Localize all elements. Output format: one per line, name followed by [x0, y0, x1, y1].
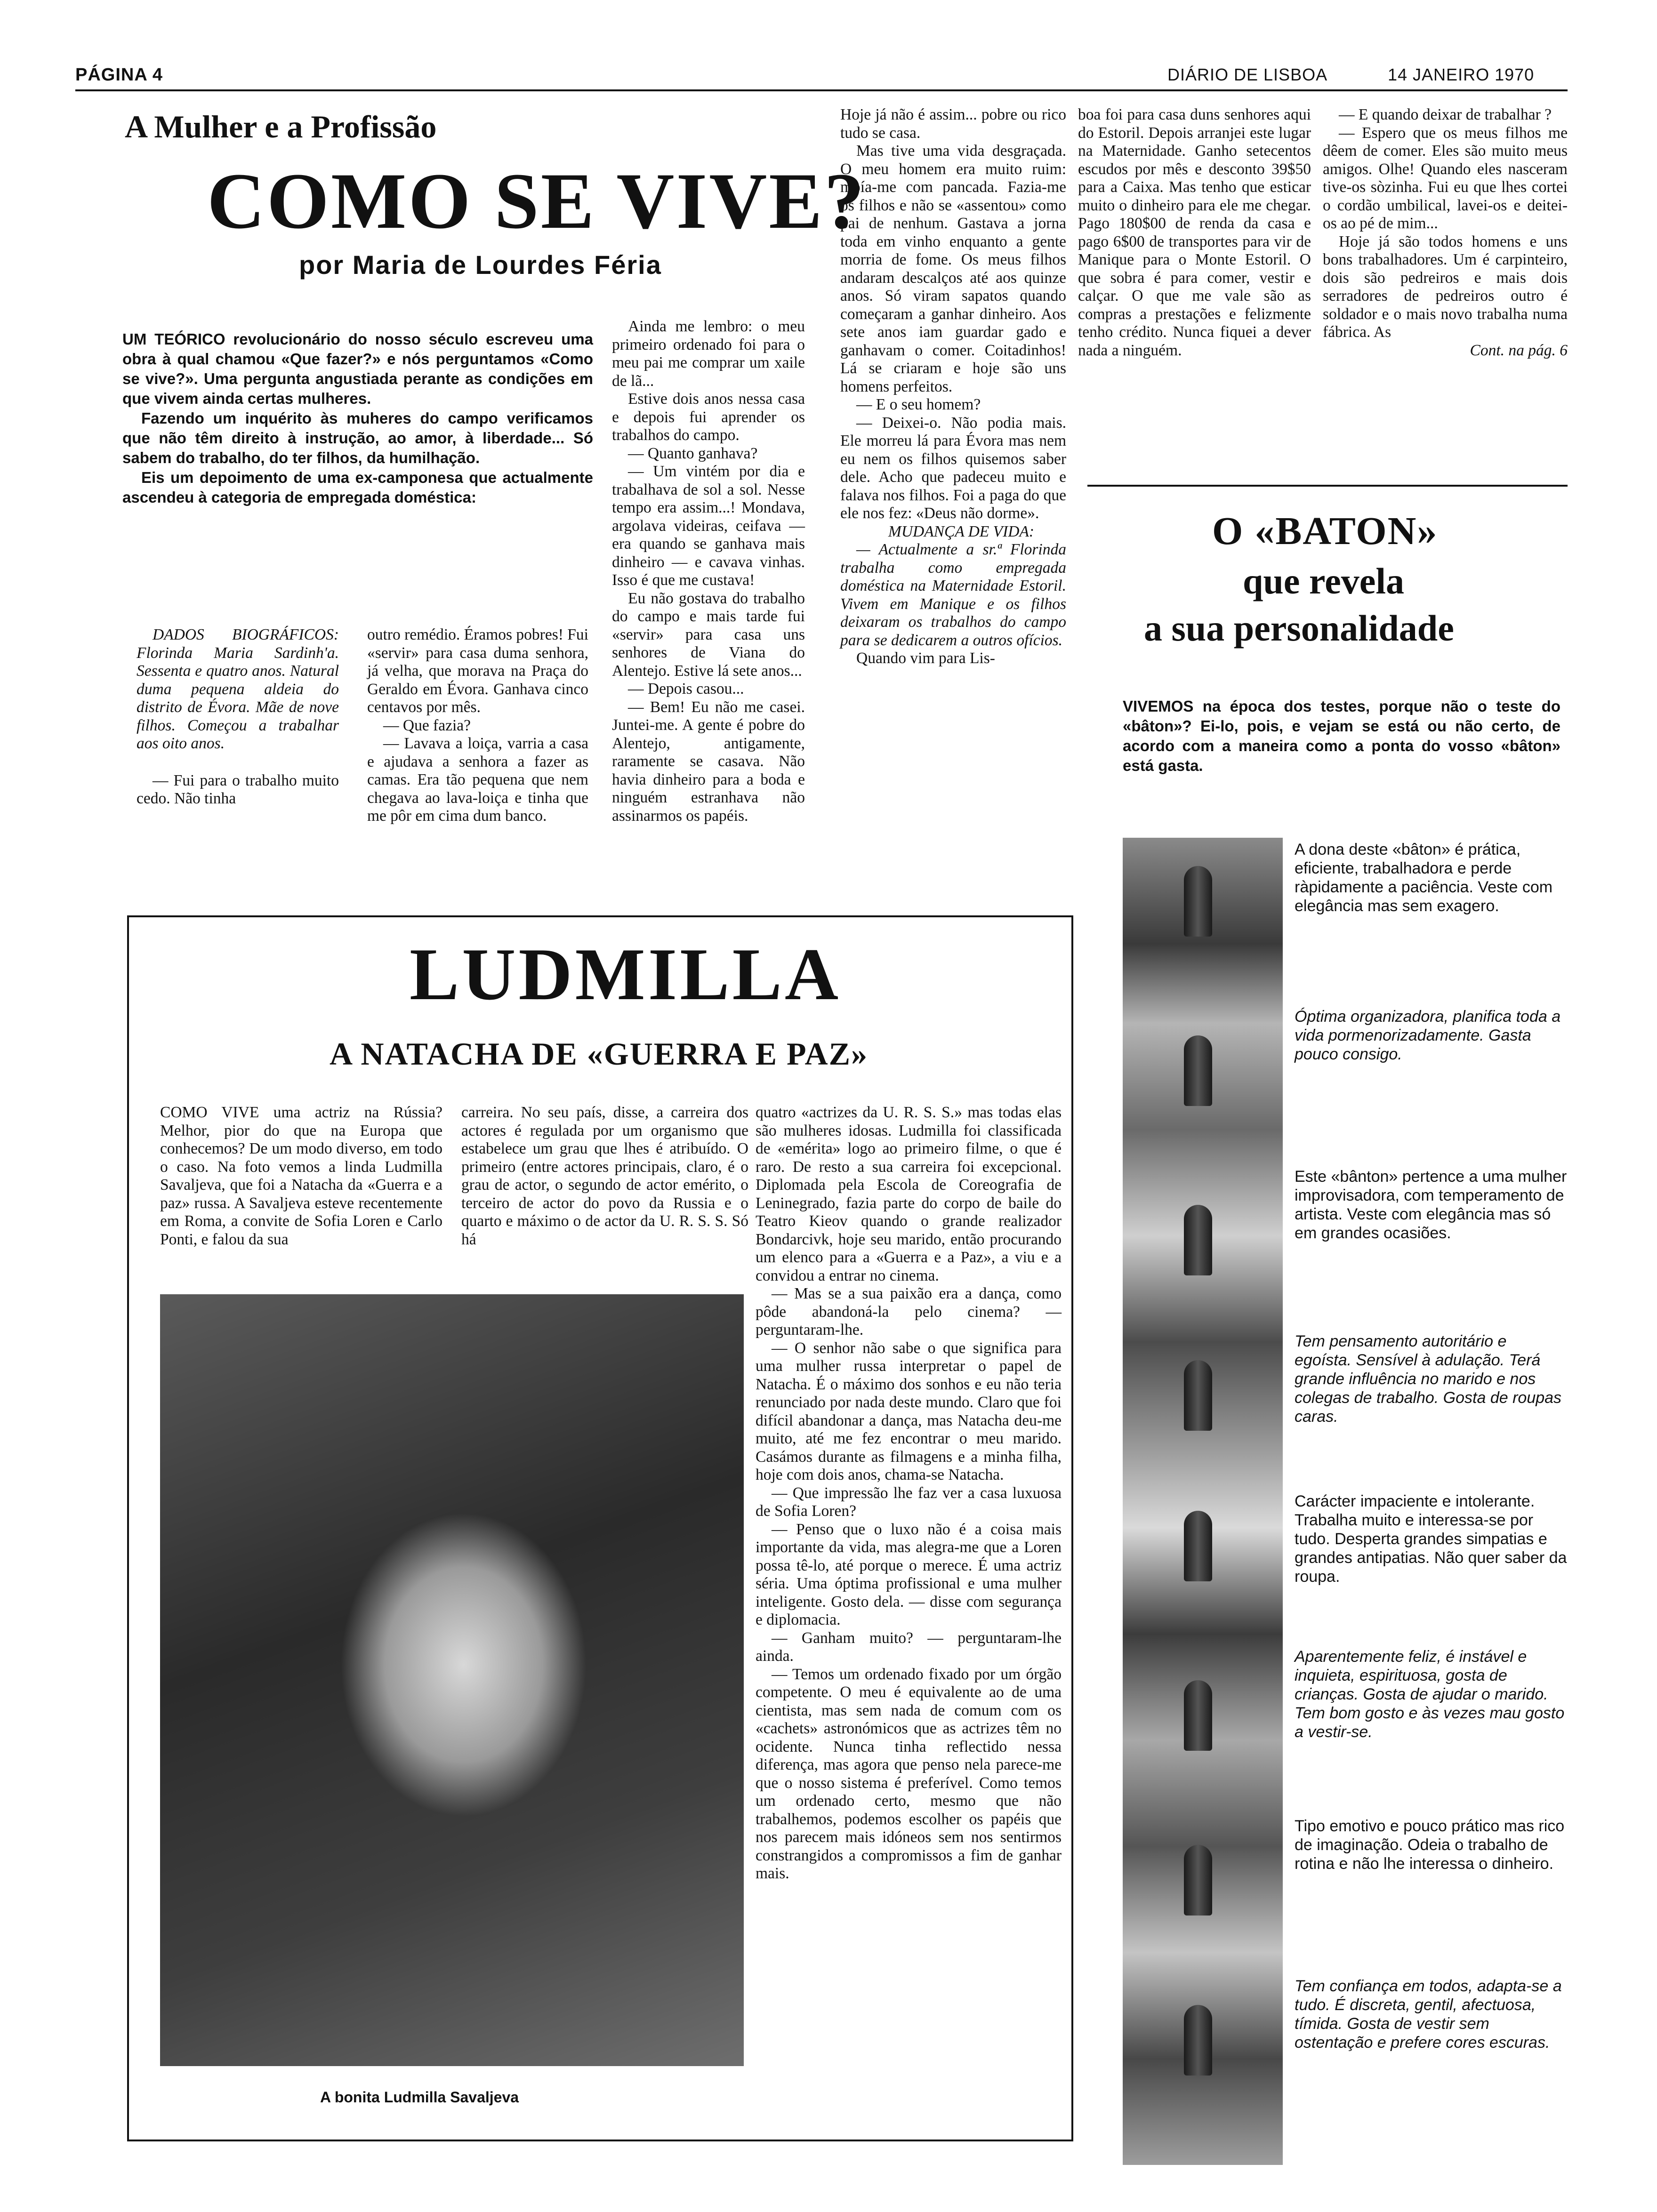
baton-trait: Óptima organizadora, planifica toda a vida pormenorizadamente. Gasta pouco consigo. — [1295, 1008, 1561, 1063]
article-paragraph: — E quando deixar de trabalhar ? — [1339, 106, 1552, 123]
page-number: PÁGINA 4 — [75, 65, 163, 85]
article-paragraph: — Que impressão lhe faz ver a casa luxuosa de Sofia Loren? — [756, 1484, 1062, 1520]
lead-paragraph: Eis um depoimento de uma ex-camponesa que actualmente ascendeu à categoria de empregada doméstica: — [122, 469, 593, 506]
baton-title-line-2: que revela — [1243, 561, 1405, 601]
article-paragraph: — Quanto ganhava? — [628, 444, 758, 462]
article-paragraph: — Que fazia? — [383, 716, 471, 734]
baton-trait: Tipo emotivo e pouco prático mas rico de imaginação. Odeia o trabalho de rotina e não lhe interessa o dinheiro. — [1295, 1817, 1565, 1873]
ludmilla-column-1 — [160, 1104, 442, 1249]
article-paragraph: — Um vintém por dia e trabalhava de sol a sol. Nesse tempo era assim...! Mondava, argolava videiras, ceifava — era quando se ganhava mais dinheiro — e cavava vinhas. Isso é que me custava! — [612, 463, 805, 589]
baton-trait: Este «bânton» pertence a uma mulher improvisadora, com temperamento de artista. Veste com elegância mas só em grandes ocasiões. — [1295, 1168, 1567, 1242]
article-paragraph: boa foi para casa duns senhores aqui do Estoril. Depois arranjei este lugar na Maternidade. Ganho setecentos escudos por mês e desconto 39$50 para a Caixa. Mas tenho que esticar muito o dinheiro para ele me chegar. Pago 180$00 de renda da casa e pago 6$00 de transportes para vir de Manique para o Monte Estoril. O que sobra é para comer, vestir e calçar. O que me vale são as compras a prestações e felizmente tenho crédito. Nunca fiquei a dever nada a ninguém. — [1078, 106, 1311, 359]
baton-title: O «BATON» — [1212, 509, 1438, 553]
article-paragraph: — Temos um ordenado fixado por um órgão competente. O meu é equivalente ao de uma cientista, mas sem nada de comum com os «cachets» astronómicos que as actrizes têm no ocidente. Nunca tinha reflectido nessa diferença, mas agora que penso nela parece-me que o nosso sistema é preferível. Como temos um ordenado certo, mesmo que não trabalhemos, podemos escolher os papéis que nos parecem mais idóneos sem nos sentirmos constrangidos a compromissos a fim de ganhar mais. — [756, 1665, 1062, 1882]
article-paragraph: Eu não gostava do trabalho do campo e mais tarde fui «servir» para casa uns senhores de Viana do Alentejo. Estive lá sete anos... — [612, 589, 805, 680]
baton-trait: Aparentemente feliz, é instável e inquieta, espirituosa, gosta de crianças. Gosta de ajudar o marido. Tem bom gosto e às vezes mau gosto a vestir-se. — [1295, 1648, 1565, 1741]
article-column-3 — [612, 318, 805, 825]
ludmilla-column-2 — [461, 1104, 748, 1249]
article-byline: por Maria de Lourdes Féria — [299, 250, 662, 280]
baton-trait: Carácter impaciente e intolerante. Trabalha muito e interessa-se por tudo. Desperta grandes simpatias e grandes antipatias. Não quer saber da roupa. — [1295, 1492, 1567, 1586]
newspaper-name: DIÁRIO DE LISBOA — [1167, 65, 1328, 84]
article-paragraph: — Fui para o trabalho muito cedo. Não tinha — [137, 771, 339, 807]
section-heading: MUDANÇA DE VIDA: — [888, 522, 1035, 540]
baton-top-rule — [1087, 485, 1568, 487]
bio-paragraph: DADOS BIOGRÁFICOS: Florinda Maria Sardinh'a. Sessenta e quatro anos. Natural duma pequena aldeia do distrito de Évora. Mãe de nove filhos. Começou a trabalhar aos oito anos. — [137, 626, 339, 752]
article-paragraph: Ainda me lembro: o meu primeiro ordenado foi para o meu pai me comprar um xaile de lã... — [612, 318, 805, 390]
article-paragraph: — Espero que os meus filhos me dêem de comer. Eles são muito meus amigos. Olhe! Quando eles nasceram tive-os sòzinha. Fui eu que lhes cortei o cordão umbilical, lavei-os e deitei-os ao pé de mim... — [1323, 124, 1568, 232]
article-paragraph: — Penso que o luxo não é a coisa mais importante da vida, mas alegra-me que a Loren possa tê-lo, até porque o merece. É uma actriz séria. Uma óptima profissional e uma mulher inteligente. Gosto dela. — disse com segurança e diplomacia. — [756, 1520, 1062, 1628]
article-paragraph: carreira. No seu país, disse, a carreira dos actores é regulada por um organismo que estabelece um grau que lhes é atribuído. O primeiro (entre actores principais, claro, é o grau de actor, o segundo de actor emérito, o terceiro de actor do povo da Russia e o quarto e máximo o de actor da U. R. S. S. Só há — [461, 1104, 748, 1248]
article-paragraph: — Depois casou... — [628, 680, 744, 697]
photo-caption: A bonita Ludmilla Savaljeva — [320, 2089, 519, 2106]
article-column-2 — [367, 626, 588, 825]
lipstick-photo-strip — [1123, 838, 1283, 2165]
ludmilla-portrait-photo — [160, 1294, 744, 2066]
lipstick-image — [1184, 866, 1212, 937]
issue-date: 14 JANEIRO 1970 — [1388, 65, 1535, 84]
baton-trait: Tem pensamento autoritário e egoísta. Sensível à adulação. Terá grande influência no marido e nos colegas de trabalho. Gosta de roupas caras. — [1295, 1332, 1562, 1426]
baton-title-line-3: a sua personalidade — [1144, 608, 1454, 649]
lipstick-image — [1184, 1680, 1212, 1751]
article-paragraph: — E o seu homem? — [856, 396, 981, 413]
article-kicker: A Mulher e a Profissão — [125, 109, 437, 144]
article-paragraph: quatro «actrizes da U. R. S. S.» mas todas elas são mulheres idosas. Ludmilla foi classificada de «emérita» logo ao primeiro filme, o que é raro. De resto a sua carreira foi excepcional. Diplomada pela Escola de Coreografia de Leninegrado, fazia parte do corpo de baile do Teatro Kieov quando o grande realizador Bondarcivk, hoje seu marido, então procurando um elenco para a «Guerra e a Paz», a viu e a convidou a entrar no cinema. — [756, 1104, 1062, 1284]
article-paragraph: — Mas se a sua paixão era a dança, como pôde abandoná-la pelo cinema? — perguntaram-lhe. — [756, 1285, 1062, 1338]
lipstick-image — [1184, 1205, 1212, 1275]
article-lead — [122, 329, 593, 507]
article-paragraph: Estive dois anos nessa casa e depois fui aprender os trabalhos do campo. — [612, 390, 805, 444]
baton-trait: A dona deste «bâton» é prática, eficiente, trabalhadora e perde ràpidamente a paciência. Veste com elegância mas sem exagero. — [1295, 841, 1553, 915]
ludmilla-title: LUDMILLA — [410, 933, 842, 1016]
lead-paragraph: UM TEÓRICO revolucionário do nosso século escreveu uma obra à qual chamou «Que fazer?» e nós perguntamos «Como se vive?». Uma pergunta angustiada perante as condições em que vivem ainda certas mulheres. — [122, 330, 593, 407]
ludmilla-column-3 — [756, 1104, 1062, 1883]
article-paragraph: — Bem! Eu não me casei. Juntei-me. A gente é pobre do Alentejo, antigamente, raramente se casava. Não havia dinheiro para a boda e ninguém estranhava não assinarmos os papéis. — [612, 698, 805, 825]
lipstick-image — [1184, 1035, 1212, 1106]
article-paragraph: — Deixei-o. Não podia mais. Ele morreu lá para Évora mas nem eu nem os filhos quisemos saber dele. Acho que padeceu muito e falava nos filhos. Foi a paga do que ele nos fez: «Deus não dorme». — [840, 414, 1066, 522]
article-paragraph: — Ganham muito? — perguntaram-lhe ainda. — [756, 1629, 1062, 1665]
article-paragraph: COMO VIVE uma actriz na Rússia? Melhor, pior do que na Europa que conhecemos? De um modo diverso, em todo o caso. Na foto vemos a linda Ludmilla Savaljeva, que foi a Natacha da «Guerra e a paz» russa. A Savaljeva esteve recentemente em Roma, a convite de Sofia Loren e Carlo Ponti, e falou da sua — [160, 1104, 442, 1248]
article-column-bio — [137, 626, 339, 808]
ludmilla-subtitle: A NATACHA DE «GUERRA E PAZ» — [330, 1036, 868, 1072]
lipstick-image — [1184, 1845, 1212, 1915]
lipstick-image — [1184, 1360, 1212, 1431]
article-paragraph: Hoje já são todos homens e uns bons trabalhadores. Um é carpinteiro, dois são pedreiros e mais dois serradores de pedreiros outro é soldador e o mais novo trabalha numa fábrica. As — [1323, 232, 1568, 341]
article-paragraph: Hoje já não é assim... pobre ou rico tudo se casa. — [840, 106, 1066, 142]
header-rule — [75, 89, 1568, 91]
article-paragraph: outro remédio. Éramos pobres! Fui «servir» para casa duma senhora, já velha, que morava na Praça do Geraldo em Évora. Ganhava cinco centavos por mês. — [367, 626, 588, 716]
article-column-6 — [1323, 106, 1568, 360]
lipstick-image — [1184, 1511, 1212, 1581]
article-paragraph: Mas tive uma vida desgraçada. O meu homem era muito ruim: moía-me com pancada. Fazia-me os filhos e não se «assentou» como pai de nenhum. Gastava a jorna toda em vinho enquanto a gente morria de fome. Os meus filhos andaram descalços até aos quinze anos. Só viram sapatos quando começaram a ganhar dinheiro. Aos sete anos iam guardar gado e ganhavam o comer. Coitadinhos! Lá se criaram e hoje são uns homens perfeitos. — [840, 142, 1066, 395]
baton-lead: VIVEMOS na época dos testes, porque não o teste do «bâton»? Ei-lo, pois, e vejam se está ou não certo, de acordo com a maneira como a ponta do vosso «bâton» está gasta. — [1123, 697, 1560, 774]
lead-paragraph: Fazendo um inquérito às muheres do campo verificamos que não têm direito à instrução, ao amor, à liberdade... Só sabem do trabalho, do ter filhos, da humilhação. — [122, 409, 593, 466]
article-paragraph: — O senhor não sabe o que significa para uma mulher russa interpretar o papel de Natacha. É o máximo dos sonhos e eu não teria renunciado por nada deste mundo. Claro que foi difícil abandonar a dança, mas Natacha deu-me muito, até me fez encontrar o meu marido. Casámos durante as filmagens e a minha filha, hoje com dois anos, chama-se Natacha. — [756, 1339, 1062, 1483]
continued-note: Cont. na pág. 6 — [1470, 341, 1568, 359]
baton-trait: Tem confiança em todos, adapta-se a tudo. É discreta, gentil, afectuosa, tímida. Gosta de vestir sem ostentação e prefere cores escuras. — [1295, 1977, 1562, 2052]
article-paragraph: — Lavava a loiça, varria a casa e ajudava a senhora a fazer as camas. Era tão pequena que nem chegava ao lava-loiça e tinha que me pôr em cima dum banco. — [367, 735, 588, 825]
article-title: COMO SE VIVE? — [207, 157, 866, 245]
article-column-4 — [840, 106, 1066, 668]
lipstick-image — [1184, 2005, 1212, 2076]
article-paragraph: — Actualmente a sr.ª Florinda trabalha como empregada doméstica na Maternidade Estoril. Vivem em Manique e os filhos deixaram os trabalhos do campo para se dedicarem a outros ofícios. — [840, 541, 1066, 649]
article-paragraph: Quando vim para Lis- — [856, 649, 995, 667]
article-column-5 — [1078, 106, 1311, 360]
